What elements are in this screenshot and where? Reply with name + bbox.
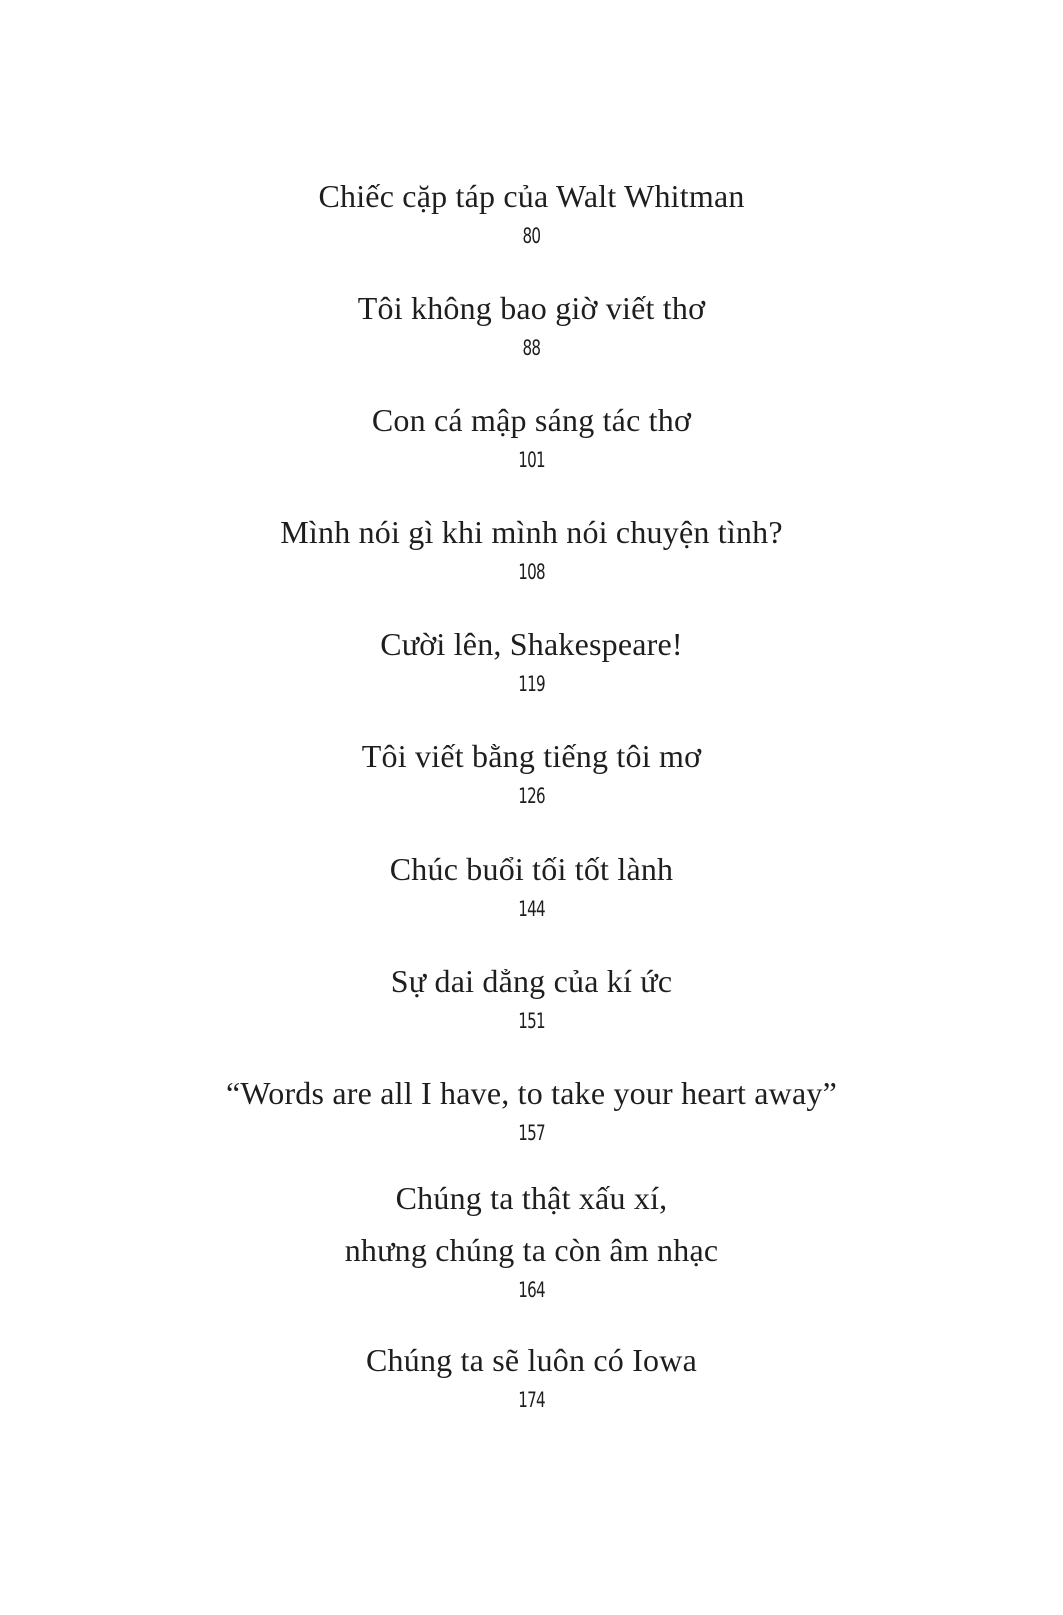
toc-entry-title-line-1: Chúng ta thật xấu xí, — [395, 1180, 668, 1216]
toc-entry-page-number: 164 — [518, 1278, 545, 1302]
toc-entry-title: “Words are all I have, to take your heart away” — [226, 1075, 837, 1111]
toc-entry-page-number: 174 — [518, 1388, 545, 1412]
toc-entry-title: Chúc buổi tối tốt lành — [389, 851, 674, 887]
toc-entry-title: Con cá mập sáng tác thơ — [371, 402, 692, 438]
toc-entry-page-number: 157 — [518, 1121, 545, 1145]
toc-entry — [0, 955, 1063, 1035]
toc-entry-title: Tôi không bao giờ viết thơ — [357, 290, 706, 326]
toc-entry-page-number: 88 — [522, 336, 541, 360]
toc-entry — [0, 1172, 1063, 1304]
toc-entry — [0, 506, 1063, 586]
toc-entry-title: Tôi viết bằng tiếng tôi mơ — [361, 738, 702, 774]
toc-entry-title: Chúng ta sẽ luôn có Iowa — [366, 1342, 697, 1378]
toc-entry — [0, 730, 1063, 810]
toc-entry-title-line-2: nhưng chúng ta còn âm nhạc — [344, 1232, 719, 1268]
toc-entry-page-number: 144 — [518, 897, 545, 921]
toc-entry — [0, 618, 1063, 698]
toc-entry — [0, 1067, 1063, 1147]
toc-entry — [0, 843, 1063, 923]
toc-entry-page-number: 119 — [518, 672, 545, 696]
toc-entry — [0, 1334, 1063, 1414]
toc-entry-page-number: 151 — [518, 1009, 545, 1033]
toc-entry-page-number: 108 — [518, 560, 545, 584]
toc-entry-page-number: 126 — [518, 784, 545, 808]
toc-entry-title: Mình nói gì khi mình nói chuyện tình? — [280, 514, 783, 550]
toc-entry-title: Sự dai dẳng của kí ức — [390, 963, 673, 999]
toc-entry-page-number: 101 — [518, 448, 545, 472]
toc-entry — [0, 170, 1063, 250]
toc-entry — [0, 394, 1063, 474]
toc-entry-page-number: 80 — [522, 224, 541, 248]
toc-entry-title: Cười lên, Shakespeare! — [380, 626, 683, 662]
toc-entry-title: Chiếc cặp táp của Walt Whitman — [318, 178, 745, 214]
toc-entry — [0, 282, 1063, 362]
